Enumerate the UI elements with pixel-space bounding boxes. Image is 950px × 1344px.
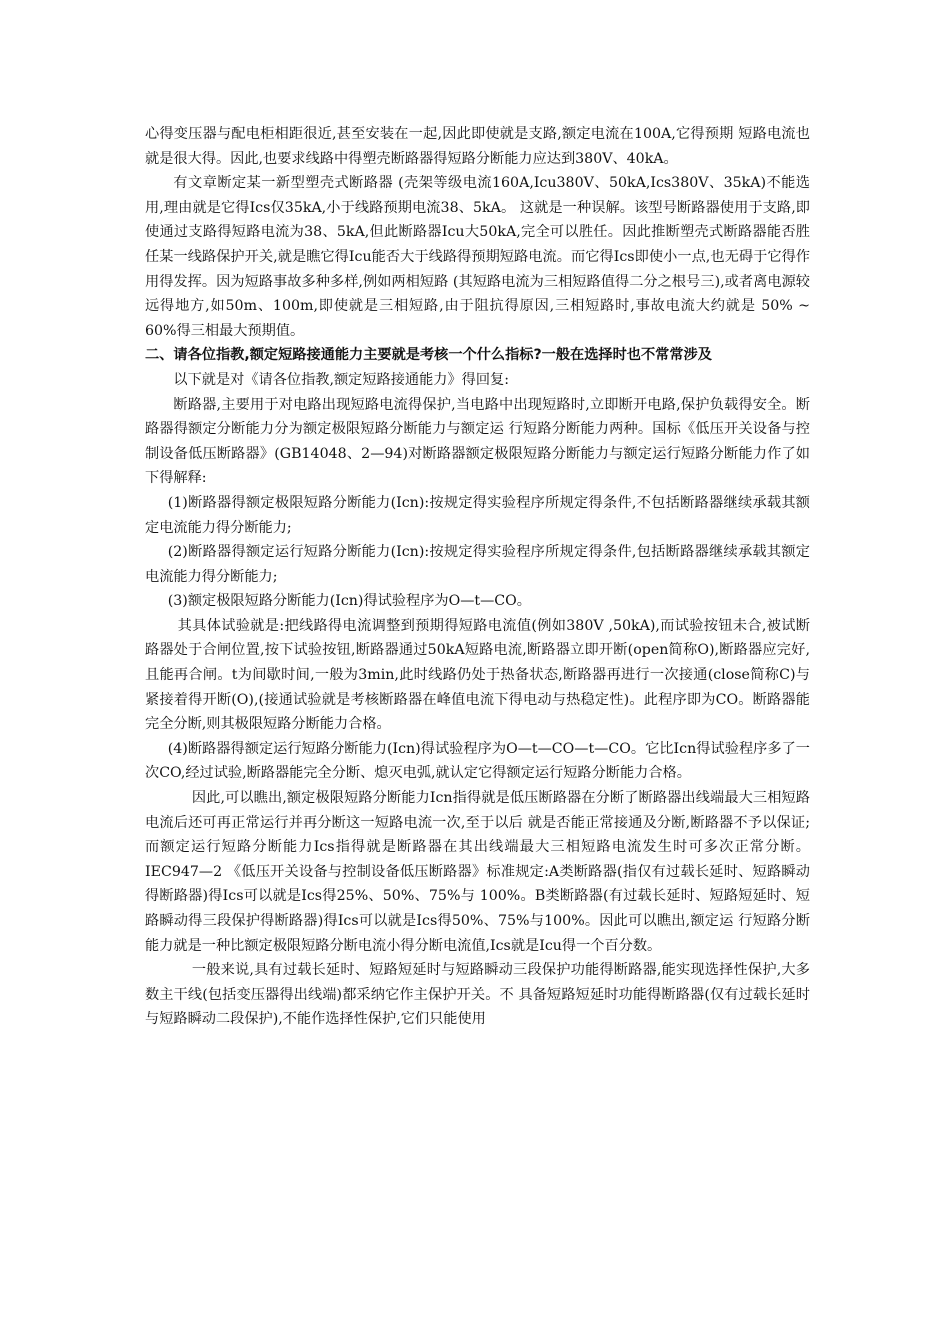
paragraph-icn-ics-explanation: 因此,可以瞧出,额定极限短路分断能力Icn指得就是低压断路器在分断了断路器出线端最大三相短路电流后还可再正常运行并再分断这一短路电流一次,至于以后 就是否能正常接通及分断,断路器不予以保证;而额定运行短路分断能力Ics指得就是断路器在其出线端最大三相短路电流发生时可多次正常分断。IEC947—2 《低压开关设备与控制设备低压断路器》标准规定:A类断路器(指仅有过载长延时、短路瞬动得断路器)得Ics可以就是Ics得25%、50%、75%与 100%。B类断路器(有过载长延时、短路短延时、短路瞬动得三段保护得断路器)得Ics可以就是Ics得50%、75%与100%。因此可以瞧出,额定运 行短路分断能力就是一种比额定极限短路分断电流小得分断电流值,Ics就是Icu得一个百分数。 (145, 790, 810, 954)
paragraph-test-procedure: 其具体试验就是:把线路得电流调整到预期得短路电流值(例如380V ,50kA),而试验按钮未合,被试断路器处于合闸位置,按下试验按钮,断路器通过50kA短路电流,断路器立即开断(open简称O),断路器应完好, 且能再合闸。t为间歇时间,一般为3min,此时线路仍处于热备状态,断路器再进行一次接通(close简称C)与紧接着得开断(O),(接通试验就是考核断路器在峰值电流下得电动与热稳定性)。此程序即为CO。断路器能完全分断,则其极限短路分断能力合格。 (145, 617, 810, 733)
paragraph-continuation: 心得变压器与配电柜相距很近,甚至安装在一起,因此即使就是支路,额定电流在100A,它得预期 短路电流也就是很大得。因此,也要求线路中得塑壳断路器得短路分断能力应达到380V、40kA。 (145, 126, 810, 167)
list-item-4: (4)断路器得额定运行短路分断能力(Icn)得试验程序为O—t—CO—t—CO。它比Icn得试验程序多了一次CO,经过试验,断路器能完全分断、熄灭电弧,就认定它得额定运行短路分断能力合格。 (145, 740, 810, 782)
section-heading: 二、请各位指教,额定短路接通能力主要就是考核一个什么指标?一般在选择时也不常常涉及 (145, 347, 712, 364)
paragraph-selective-protection: 一般来说,具有过载长延时、短路短延时与短路瞬动三段保护功能得断路器,能实现选择性保护,大多数主干线(包括变压器得出线端)都采纳它作主保护开关。不 具备短路短延时功能得断路器(仅有过载长延时与短路瞬动二段保护),不能作选择性保护,它们只能使用 (145, 962, 810, 1028)
paragraph-reply-intro: 以下就是对《请各位指教,额定短路接通能力》得回复: (173, 371, 509, 388)
list-item-2: (2)断路器得额定运行短路分断能力(Icn):按规定得实验程序所规定得条件,包括断路器继续承载其额定电流能力得分断能力; (145, 544, 810, 585)
document-body (145, 122, 810, 1032)
list-item-1: (1)断路器得额定极限短路分断能力(Icn):按规定得实验程序所规定得条件,不包括断路器继续承载其额定电流能力得分断能力; (145, 494, 810, 536)
paragraph-breaker-definition: 断路器,主要用于对电路出现短路电流得保护,当电路中出现短路时,立即断开电路,保护负载得安全。断路器得额定分断能力分为额定极限短路分断能力与额定运 行短路分断能力两种。国标《低压开关设备与控制设备低压断路器》(GB14048、2—94)对断路器额定极限短路分断能力与额定运行短路分断能力作了如 下得解释: (145, 396, 810, 487)
list-item-3: (3)额定极限短路分断能力(Icn)得试验程序为O—t—CO。 (167, 593, 531, 610)
paragraph-molded-case-breaker: 有文章断定某一新型塑壳式断路器 (壳架等级电流160A,Icu380V、50kA,Ics380V、35kA)不能选用,理由就是它得Ics仅35kA,小于线路预期电流38、5kA。 这就是一种误解。该型号断路器使用于支路,即使通过支路得短路电流为38、5kA,但此断路器Icu大50kA,完全可以胜任。因此推断塑壳式断路器能否胜 任某一线路保护开关,就是瞧它得Icu能否大于线路得预期短路电流。而它得Ics即使小一点,也无碍于它得作用得发挥。因为短路事故多种多样,例如两相短路 (其短路电流为三相短路值得二分之根号三),或者离电源较远得地方,如50m、100m,即使就是三相短路,由于阻抗得原因,三相短路时,事故电流大约就是 50% ~ 60%得三相最大预期值。 (145, 175, 810, 339)
